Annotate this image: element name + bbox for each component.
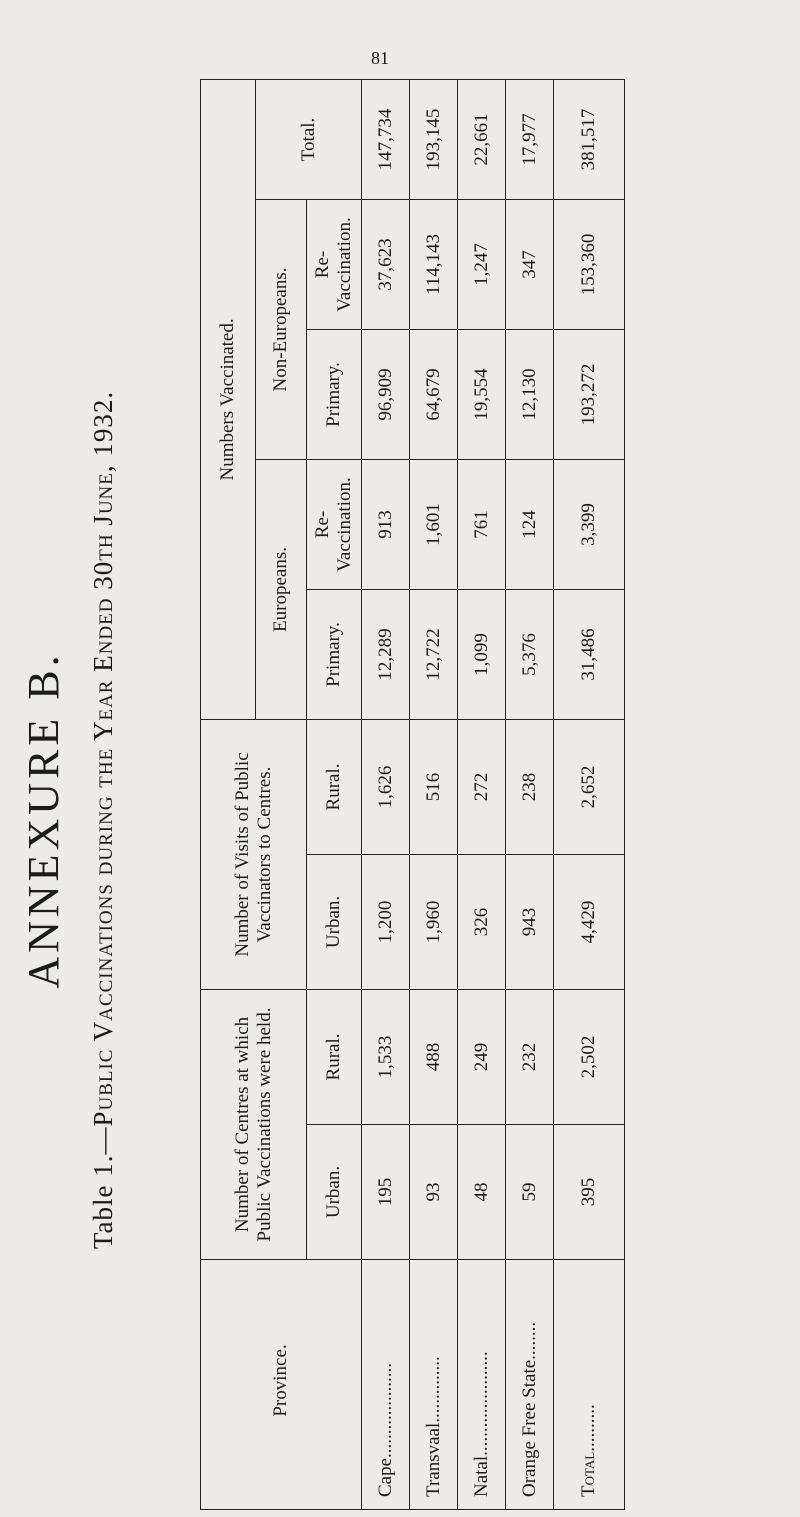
cell-centres-urban: 195 xyxy=(362,1125,410,1260)
header-centres: Number of Centres at which Public Vaccinations were held. xyxy=(201,989,307,1259)
header-europeans-revaccination: Re-Vaccination. xyxy=(307,459,362,589)
cell-visits-urban: 326 xyxy=(458,854,506,989)
header-centres-rural: Rural. xyxy=(307,989,362,1124)
province-cell: Cape.................... xyxy=(362,1260,410,1510)
cell-non-europeans-primary: 96,909 xyxy=(362,329,410,459)
cell-europeans-primary: 5,376 xyxy=(506,589,554,719)
cell-visits-urban: 1,960 xyxy=(410,854,458,989)
cell-total: 147,734 xyxy=(362,79,410,199)
cell-europeans-primary: 31,486 xyxy=(554,589,625,719)
cell-total: 193,145 xyxy=(410,79,458,199)
table-title xyxy=(88,130,119,1510)
cell-centres-urban: 48 xyxy=(458,1125,506,1260)
cell-visits-rural: 1,626 xyxy=(362,719,410,854)
header-centres-urban: Urban. xyxy=(307,1125,362,1260)
cell-centres-urban: 59 xyxy=(506,1125,554,1260)
title-block xyxy=(10,80,160,1510)
province-cell-total: Total.......... xyxy=(554,1260,625,1510)
province-cell: Orange Free State........ xyxy=(506,1260,554,1510)
table-row xyxy=(506,79,554,1509)
cell-visits-urban: 1,200 xyxy=(362,854,410,989)
cell-total: 22,661 xyxy=(458,79,506,199)
header-province: Province. xyxy=(201,1260,362,1510)
rotated-page-content xyxy=(10,80,780,1510)
cell-europeans-revaccination: 1,601 xyxy=(410,459,458,589)
cell-non-europeans-revaccination: 347 xyxy=(506,199,554,329)
table-row xyxy=(410,79,458,1509)
header-visits-urban: Urban. xyxy=(307,854,362,989)
cell-europeans-revaccination: 124 xyxy=(506,459,554,589)
table-label: Table 1. xyxy=(88,1154,118,1250)
cell-visits-urban: 943 xyxy=(506,854,554,989)
cell-centres-urban: 395 xyxy=(554,1125,625,1260)
header-non-europeans-primary: Primary. xyxy=(307,329,362,459)
header-europeans: Europeans. xyxy=(256,459,307,719)
cell-non-europeans-primary: 193,272 xyxy=(554,329,625,459)
cell-non-europeans-primary: 12,130 xyxy=(506,329,554,459)
header-visits-rural: Rural. xyxy=(307,719,362,854)
title-dash: — xyxy=(88,1126,118,1155)
cell-centres-rural: 1,533 xyxy=(362,989,410,1124)
cell-visits-rural: 2,652 xyxy=(554,719,625,854)
cell-non-europeans-revaccination: 114,143 xyxy=(410,199,458,329)
cell-visits-urban: 4,429 xyxy=(554,854,625,989)
cell-non-europeans-revaccination: 1,247 xyxy=(458,199,506,329)
table-title-text: Public Vaccinations during the Year Ended 30th June, 1932. xyxy=(88,390,118,1127)
cell-visits-rural: 516 xyxy=(410,719,458,854)
cell-total: 381,517 xyxy=(554,79,625,199)
vaccination-table xyxy=(200,79,625,1510)
cell-centres-urban: 93 xyxy=(410,1125,458,1260)
cell-total: 17,977 xyxy=(506,79,554,199)
table-row xyxy=(458,79,506,1509)
total-row xyxy=(554,79,625,1509)
header-non-europeans-revaccination: Re-Vaccination. xyxy=(307,199,362,329)
cell-europeans-primary: 1,099 xyxy=(458,589,506,719)
cell-europeans-revaccination: 913 xyxy=(362,459,410,589)
cell-centres-rural: 232 xyxy=(506,989,554,1124)
cell-centres-rural: 488 xyxy=(410,989,458,1124)
cell-visits-rural: 238 xyxy=(506,719,554,854)
cell-europeans-primary: 12,722 xyxy=(410,589,458,719)
cell-centres-rural: 2,502 xyxy=(554,989,625,1124)
header-non-europeans: Non-Europeans. xyxy=(256,199,307,459)
header-europeans-primary: Primary. xyxy=(307,589,362,719)
table-row xyxy=(362,79,410,1509)
annexure-title: ANNEXURE B. xyxy=(19,651,68,989)
province-cell: Natal...................... xyxy=(458,1260,506,1510)
header-visits: Number of Visits of Public Vaccinators to Centres. xyxy=(201,719,307,989)
cell-europeans-revaccination: 3,399 xyxy=(554,459,625,589)
vaccination-table-wrapper xyxy=(200,80,625,1510)
cell-non-europeans-primary: 64,679 xyxy=(410,329,458,459)
header-total: Total. xyxy=(256,79,362,199)
cell-europeans-revaccination: 761 xyxy=(458,459,506,589)
cell-non-europeans-primary: 19,554 xyxy=(458,329,506,459)
cell-visits-rural: 272 xyxy=(458,719,506,854)
cell-non-europeans-revaccination: 153,360 xyxy=(554,199,625,329)
cell-europeans-primary: 12,289 xyxy=(362,589,410,719)
cell-centres-rural: 249 xyxy=(458,989,506,1124)
cell-non-europeans-revaccination: 37,623 xyxy=(362,199,410,329)
province-cell: Transvaal.............. xyxy=(410,1260,458,1510)
header-numbers-vaccinated: Numbers Vaccinated. xyxy=(201,79,256,719)
page-number: 81 xyxy=(371,48,389,68)
